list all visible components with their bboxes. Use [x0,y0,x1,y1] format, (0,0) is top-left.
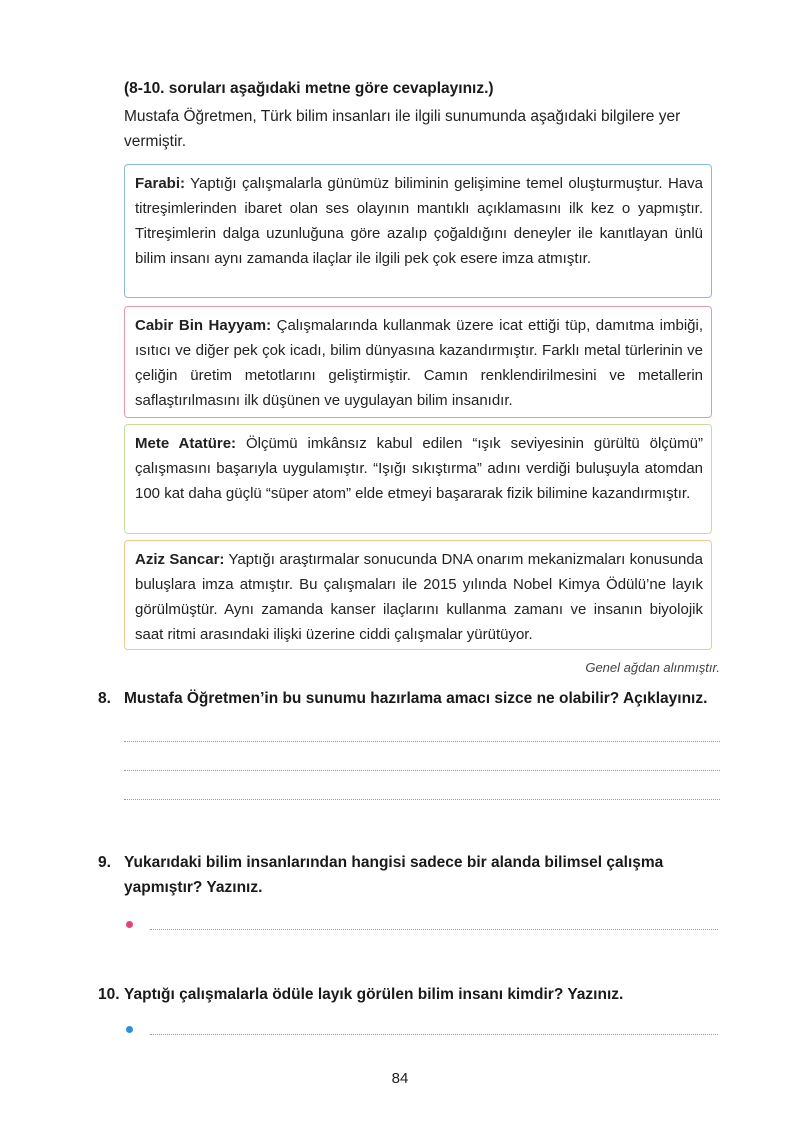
blue-bullet-icon [126,1026,133,1033]
scientist-name: Mete Atatüre: [135,435,237,452]
scientist-description: Çalışmalarında kullanmak üzere icat ettiği tüp, damıtma imbiği, ısıtıcı ve diğer pek çok icadı, bilim dünyasına kazandırmıştır. Farklı metal türlerinin ve çeliğin üretim metotlarını geliştirmiştir. Camın renklendirilmesini ve metallerin saflaştırılmasını ilk düşünen ve uygulayan bilim insanıdır. [135,317,704,409]
info-box-cabir-bin-hayyam [124,306,712,418]
source-note: Genel ağdan alınmıştır. [585,660,720,675]
answer-line[interactable] [124,770,720,771]
answer-line[interactable] [124,799,720,800]
page-number: 84 [391,1070,409,1087]
info-box-aziz-sancar [124,540,712,650]
answer-line[interactable] [150,929,718,930]
info-box-farabi [124,164,712,298]
intro-paragraph: Mustafa Öğretmen, Türk bilim insanları ile ilgili sunumunda aşağıdaki bilgilere yer vermiştir. [124,108,681,150]
scientist-description: Yaptığı çalışmalarla günümüz biliminin gelişimine temel oluşturmuştur. Hava titreşimlerinden ibaret olan ses olayının mantıklı açıklamasını ilk kez o yapmıştır. Titreşimlerin dalga uzunluğuna göre azalıp çoğaldığını deneyler ile kanıtlayan ünlü bilim insanı aynı zamanda ilaçlar ile ilgili pek çok esere imza atmıştır. [135,175,703,267]
question-8 [98,686,722,711]
question-text-continued: yapmıştır? Yazınız. [124,879,263,896]
scientist-description: Ölçümü imkânsız kabul edilen “ışık seviyesinin gürültü ölçümü” çalışmasını başarıyla uygulamıştır. “Işığı sıkıştırma” adını verdiği buluşuyla atomdan 100 kat daha güçlü “süper atom” elde etmeyi başararak fizik bilimine kazandırmıştır. [135,435,703,502]
info-box-mete-atature [124,424,712,534]
answer-line[interactable] [124,741,720,742]
instructions-heading: (8-10. soruları aşağıdaki metne göre cevaplayınız.) [124,80,494,97]
scientist-name: Aziz Sancar: [135,551,225,568]
scientist-name: Cabir Bin Hayyam: [135,317,272,334]
question-number: 9. [98,854,111,871]
answer-line[interactable] [150,1034,718,1035]
question-text: Mustafa Öğretmen’in bu sunumu hazırlama amacı sizce ne olabilir? Açıklayınız. [124,690,708,707]
question-10 [98,982,722,1007]
question-number: 8. [98,690,111,707]
question-text: Yaptığı çalışmalarla ödüle layık görülen bilim insanı kimdir? Yazınız. [124,986,624,1003]
pink-bullet-icon [126,921,133,928]
question-number: 10. [98,986,120,1003]
scientist-description: Yaptığı araştırmalar sonucunda DNA onarım mekanizmaları konusunda buluşlara imza atmıştır. Bu çalışmaları ile 2015 yılında Nobel Kimya Ödülü’ne layık görülmüştür. Aynı zamanda kanser ilaçlarını kullanma zamanı ve insanın biyolojik saat ritmi arasındaki ilişki üzerine ciddi çalışmalar yürütüyor. [135,551,704,643]
scientist-name: Farabi: [135,175,186,192]
question-text: Yukarıdaki bilim insanlarından hangisi sadece bir alanda bilimsel çalışma [124,854,664,871]
question-9 [98,850,722,900]
